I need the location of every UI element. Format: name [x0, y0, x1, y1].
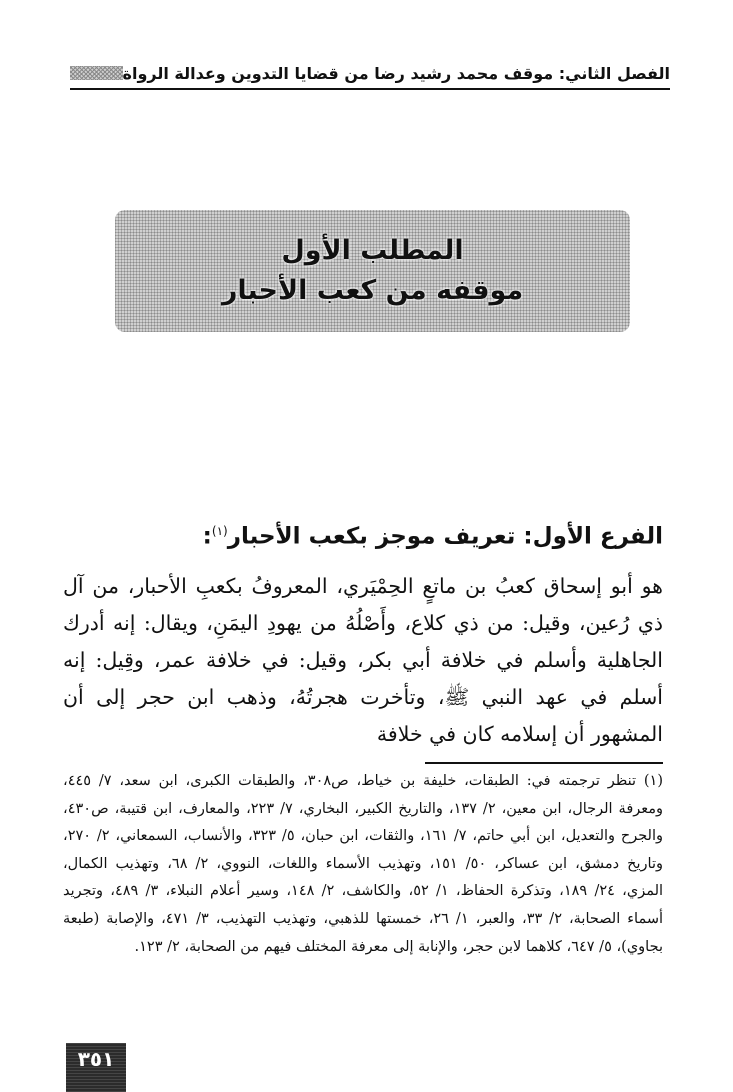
section-title-line-2: موقفه من كعب الأحبار: [221, 275, 524, 306]
footnote-reference[interactable]: (١): [211, 524, 228, 538]
subsection-heading-text: الفرع الأول: تعريف موجز بكعب الأحبار: [227, 523, 663, 550]
heading-colon: :: [202, 523, 212, 550]
running-header-title: الفصل الثاني: موقف محمد رشيد رضا من قضايا التدوين وعدالة الرواة: [122, 63, 670, 83]
header-divider: [70, 88, 670, 90]
footnote-divider: [425, 762, 663, 764]
section-title-box: [115, 210, 630, 332]
section-title-line-1: المطلب الأول: [281, 235, 464, 266]
subsection-heading: [63, 514, 663, 554]
running-header: [70, 60, 670, 86]
header-ornament: [70, 66, 123, 80]
page-number: ٣٥١: [77, 1047, 115, 1071]
body-paragraph: هو أبو إسحاق كعبُ بن ماتعٍ الحِمْيَري، المعروفُ بكعبِ الأحبار، من آل ذي رُعين، وقيل: من ذي كلاع، وأَصْلُهُ من يهودِ اليمَنِ، ويقال: إنه أدرك الجاهلية وأسلم في خلافة أبي بكر، وقيل: في خلافة عمر، وقِيل: إنه أسلم في عهد النبي ﷺ، وتأخرت هجرتُهُ، وذهب ابن حجر إلى أن المشهور أن إسلامه كان في خلافة: [63, 574, 663, 746]
page-number-badge: [66, 1043, 126, 1092]
footnote-text: (١) تنظر ترجمته في: الطبقات، خليفة بن خياط، ص٣٠٨، والطبقات الكبرى، ابن سعد، ٧/ ٤٤٥، ومعرفة الرجال، ابن معين، ٢/ ١٣٧، والتاريخ الكبير، البخاري، ٧/ ٢٢٣، والمعارف، ابن قتيبة، ص٤٣٠، والجرح والتعديل، ابن أبي حاتم، ٧/ ١٦١، والثقات، ابن حبان، ٥/ ٣٢٣، والأنساب، السمعاني، ٢/ ٢٧٠، وتاريخ دمشق، ابن عساكر، ٥٠/ ١٥١، وتهذيب الأسماء واللغات، النووي، ٢/ ٦٨، وتهذيب الكمال، المزي، ٢٤/ ١٨٩، وتذكرة الحفاظ، ١/ ٥٢، والكاشف، ٢/ ١٤٨، وسير أعلام النبلاء، ٣/ ٤٨٩، وتجريد أسماء الصحابة، ٢/ ٣٣، والعبر، ١/ ٢٦، خمستها للذهبي، وتهذيب التهذيب، ٣/ ٤٧١، والإصابة (طبعة بجاوي)، ٥/ ٦٤٧، كلاهما لابن حجر، والإنابة إلى معرفة المختلف فيهم من الصحابة، ٢/ ١٢٣.: [63, 773, 664, 955]
